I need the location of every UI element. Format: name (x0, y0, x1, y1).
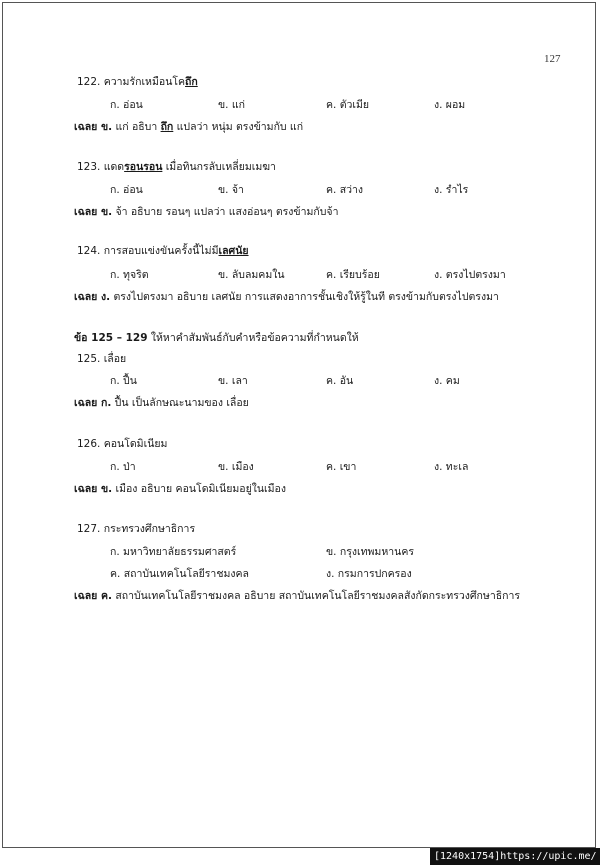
answer-125 (74, 394, 249, 411)
answer-127 (74, 587, 520, 604)
option-b: ข. กรุงเทพมหานคร (326, 546, 414, 558)
question-text: 124. การสอบแข่งขันครั้งนี้ไม่มี (77, 245, 219, 257)
option-c: ค. ตัวเมีย (326, 99, 370, 111)
option-a: ก. ทุจริต (110, 269, 149, 281)
question-126: 126. คอนโดมิเนียม (77, 438, 168, 450)
instruction-text: ให้หาคำสัมพันธ์กับคำหรือข้อความที่กำหนดให้ (147, 332, 359, 344)
instruction-range: ข้อ 125 – 129 (74, 332, 148, 344)
answer-126 (74, 480, 286, 497)
answer-label: เฉลย ข. (74, 206, 113, 218)
answer-text-rest: แปลว่า หนุ่ม ตรงข้ามกับ แก่ (173, 121, 304, 133)
question-text-rest: เมื่อทินกรลับเหลี่ยมเมฆา (162, 161, 276, 173)
option-c: ค. เรียบร้อย (326, 269, 380, 281)
option-a: ก. ปื้น (110, 375, 137, 387)
option-d: ง. ตรงไปตรงมา (434, 269, 506, 281)
answer-text: แก่ อธิบา (112, 121, 161, 133)
question-125: 125. เลื่อย (77, 353, 127, 365)
section-instruction (74, 329, 359, 346)
option-b: ข. แก่ (218, 99, 245, 111)
option-b: ข. เลา (218, 375, 248, 387)
option-d: ง. รำไร (434, 184, 469, 196)
answer-text: จ้า อธิบาย รอนๆ แปลว่า แสงอ่อนๆ ตรงข้ามกับจ้า (112, 206, 339, 218)
question-123 (77, 158, 276, 175)
answer-text: เมือง อธิบาย คอนโดมิเนียมอยู่ในเมือง (112, 483, 286, 495)
option-a: ก. อ่อน (110, 99, 143, 111)
answer-123 (74, 203, 338, 220)
option-c: ค. อัน (326, 375, 354, 387)
answer-text: ปื้น เป็นลักษณะนามของ เลื่อย (111, 397, 249, 409)
question-122 (77, 73, 198, 90)
option-d: ง. ทะเล (434, 461, 469, 473)
answer-122 (74, 118, 303, 135)
option-c: ค. สว่าง (326, 184, 364, 196)
answer-label: เฉลย ง. (74, 291, 111, 303)
answer-label: เฉลย ค. (74, 590, 112, 602)
answer-124 (74, 288, 499, 305)
page-number: 127 (544, 53, 561, 65)
image-host-watermark: [1240x1754]https://upic.me/ (430, 848, 600, 865)
option-a: ก. มหาวิทยาลัยธรรมศาสตร์ (110, 546, 237, 558)
answer-label: เฉลย ก. (74, 397, 112, 409)
answer-label: เฉลย ข. (74, 121, 113, 133)
answer-label: เฉลย ข. (74, 483, 113, 495)
answer-text: ตรงไปตรงมา อธิบาย เลศนัย การแสดงอาการชั้นเชิงให้รู้ในที ตรงข้ามกับตรงไปตรงมา (110, 291, 499, 303)
answer-word: ถึก (160, 121, 174, 133)
question-127: 127. กระทรวงศึกษาธิการ (77, 523, 196, 535)
option-c: ค. เขา (326, 461, 357, 473)
question-124 (77, 242, 249, 259)
option-b: ข. ลับลมคมใน (218, 269, 285, 281)
option-a: ก. อ่อน (110, 184, 143, 196)
underlined-word: รอนรอน (124, 161, 163, 173)
option-c: ค. สถาบันเทคโนโลยีราชมงคล (110, 568, 249, 580)
option-d: ง. กรมการปกครอง (326, 568, 412, 580)
question-text: 123. แดด (77, 161, 125, 173)
option-d: ง. ผอม (434, 99, 466, 111)
underlined-word: เลศนัย (218, 245, 249, 257)
underlined-word: ถึก (185, 76, 198, 88)
question-text: 122. ความรักเหมือนโค (77, 76, 186, 88)
option-b: ข. จ้า (218, 184, 244, 196)
option-b: ข. เมือง (218, 461, 254, 473)
answer-text: สถาบันเทคโนโลยีราชมงคล อธิบาย สถาบันเทคโนโลยีราชมงคลสังกัดกระทรวงศึกษาธิการ (112, 590, 521, 602)
option-a: ก. ป่า (110, 461, 136, 473)
option-d: ง. คม (434, 375, 460, 387)
